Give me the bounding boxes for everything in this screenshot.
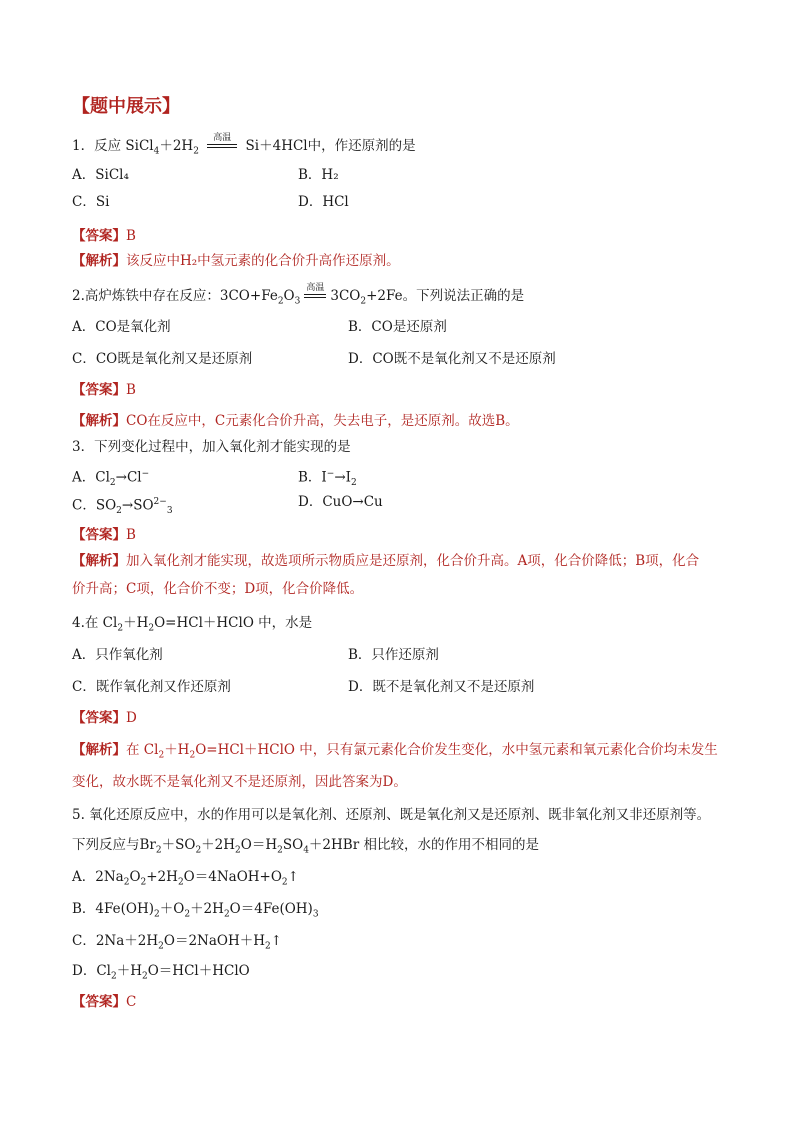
question-3-answer: 【答案】B <box>72 527 136 543</box>
question-2-stem: 2.高炉炼铁中存在反应：$3CO+Fe_2O_3$ 高温 $3CO_2+2Fe$。下列说法正确的是 <box>72 283 525 307</box>
question-5-answer: 【答案】C <box>72 994 137 1010</box>
question-3-option-d: D．CuO→Cu <box>298 494 383 510</box>
question-5-stem: 5. 氧化还原反应中，水的作用可以是氧化剂、还原剂、既是氧化剂又是还原剂、既非氧化剂又非还原剂等。 <box>72 807 711 823</box>
reaction-condition: 高温 <box>304 286 326 302</box>
question-5-option-d: D．$Cl_2+H_2O=HCl+HClO$ <box>72 963 250 982</box>
question-5-option-b: B．$4Fe(OH)_2+O_2+2H_2O=4Fe(OH)_3$ <box>72 901 319 920</box>
question-3-analysis-cont: 价升高；C项，化合价不变；D项，化合价降低。 <box>72 581 364 597</box>
question-2-option-b: B．CO是还原剂 <box>348 319 447 335</box>
question-3-stem: 3．下列变化过程中，加入氧化剂才能实现的是 <box>72 439 351 455</box>
question-4-analysis-cont: 变化，故水既不是氧化剂又不是还原剂，因此答案为D。 <box>72 774 407 790</box>
question-4-answer: 【答案】D <box>72 710 137 726</box>
question-3-option-a: A．$Cl_2\to Cl^-$ <box>72 469 150 489</box>
question-4-option-a: A．只作氧化剂 <box>72 647 163 663</box>
question-1-stem: 1．反应 $SiCl_4+2H_2$ 高温 Si＋4HCl中，作还原剂的是 <box>72 133 416 157</box>
question-5-stem-cont: 下列反应与$Br_2+SO_2+2H_2O=H_2SO_4+2HBr$ 相比较，水的作用不相同的是 <box>72 837 539 856</box>
question-4-option-c: C．既作氧化剂又作还原剂 <box>72 679 231 695</box>
question-2-option-d: D．CO既不是氧化剂又不是还原剂 <box>348 351 556 367</box>
section-heading: 【题中展示】 <box>72 96 180 117</box>
reaction-condition: 高温 <box>207 136 237 152</box>
question-1-option-b: B．H₂ <box>298 167 339 183</box>
question-2-option-c: C．CO既是氧化剂又是还原剂 <box>72 351 253 367</box>
question-1-answer: 【答案】B <box>72 228 136 244</box>
question-3-option-b: B．$I^-\to I_2$ <box>298 469 357 489</box>
question-4-stem: 4.在 $Cl_2+H_2O=HCl+HClO$ 中，水是 <box>72 615 313 634</box>
question-4-option-b: B．只作还原剂 <box>348 647 439 663</box>
question-1-number: 1．反应 <box>72 138 122 154</box>
question-3-option-c: C．$SO_2\to SO^{2-}_3$ <box>72 497 173 517</box>
question-1-option-d: D．HCl <box>298 194 349 210</box>
question-2-analysis: 【解析】CO在反应中，C元素化合价升高，失去电子，是还原剂。故选B。 <box>72 413 519 429</box>
question-1-option-a: A．SiCl₄ <box>72 167 129 183</box>
question-2-answer: 【答案】B <box>72 382 136 398</box>
question-1-option-c: C．Si <box>72 194 110 210</box>
question-1-tail: 中，作还原剂的是 <box>307 138 416 154</box>
question-1-analysis: 【解析】该反应中H₂中氢元素的化合价升高作还原剂。 <box>72 253 400 269</box>
question-3-analysis: 【解析】加入氧化剂才能实现，故选项所示物质应是还原剂，化合价升高。A项，化合价降低；B项，化合 <box>72 553 700 569</box>
question-5-option-a: A．$2Na_2O_2+2H_2O=4NaOH+O_2↑$ <box>72 869 299 888</box>
question-4-analysis: 【解析】在 $Cl_2+H_2O=HCl+HClO$ 中，只有氯元素化合价发生变化，水中氢元素和氧元素化合价均未发生 <box>72 742 718 761</box>
question-2-option-a: A．CO是氧化剂 <box>72 319 171 335</box>
question-5-option-c: C．$2Na+2H_2O=2NaOH+H_2↑$ <box>72 933 283 952</box>
question-4-option-d: D．既不是氧化剂又不是还原剂 <box>348 679 535 695</box>
